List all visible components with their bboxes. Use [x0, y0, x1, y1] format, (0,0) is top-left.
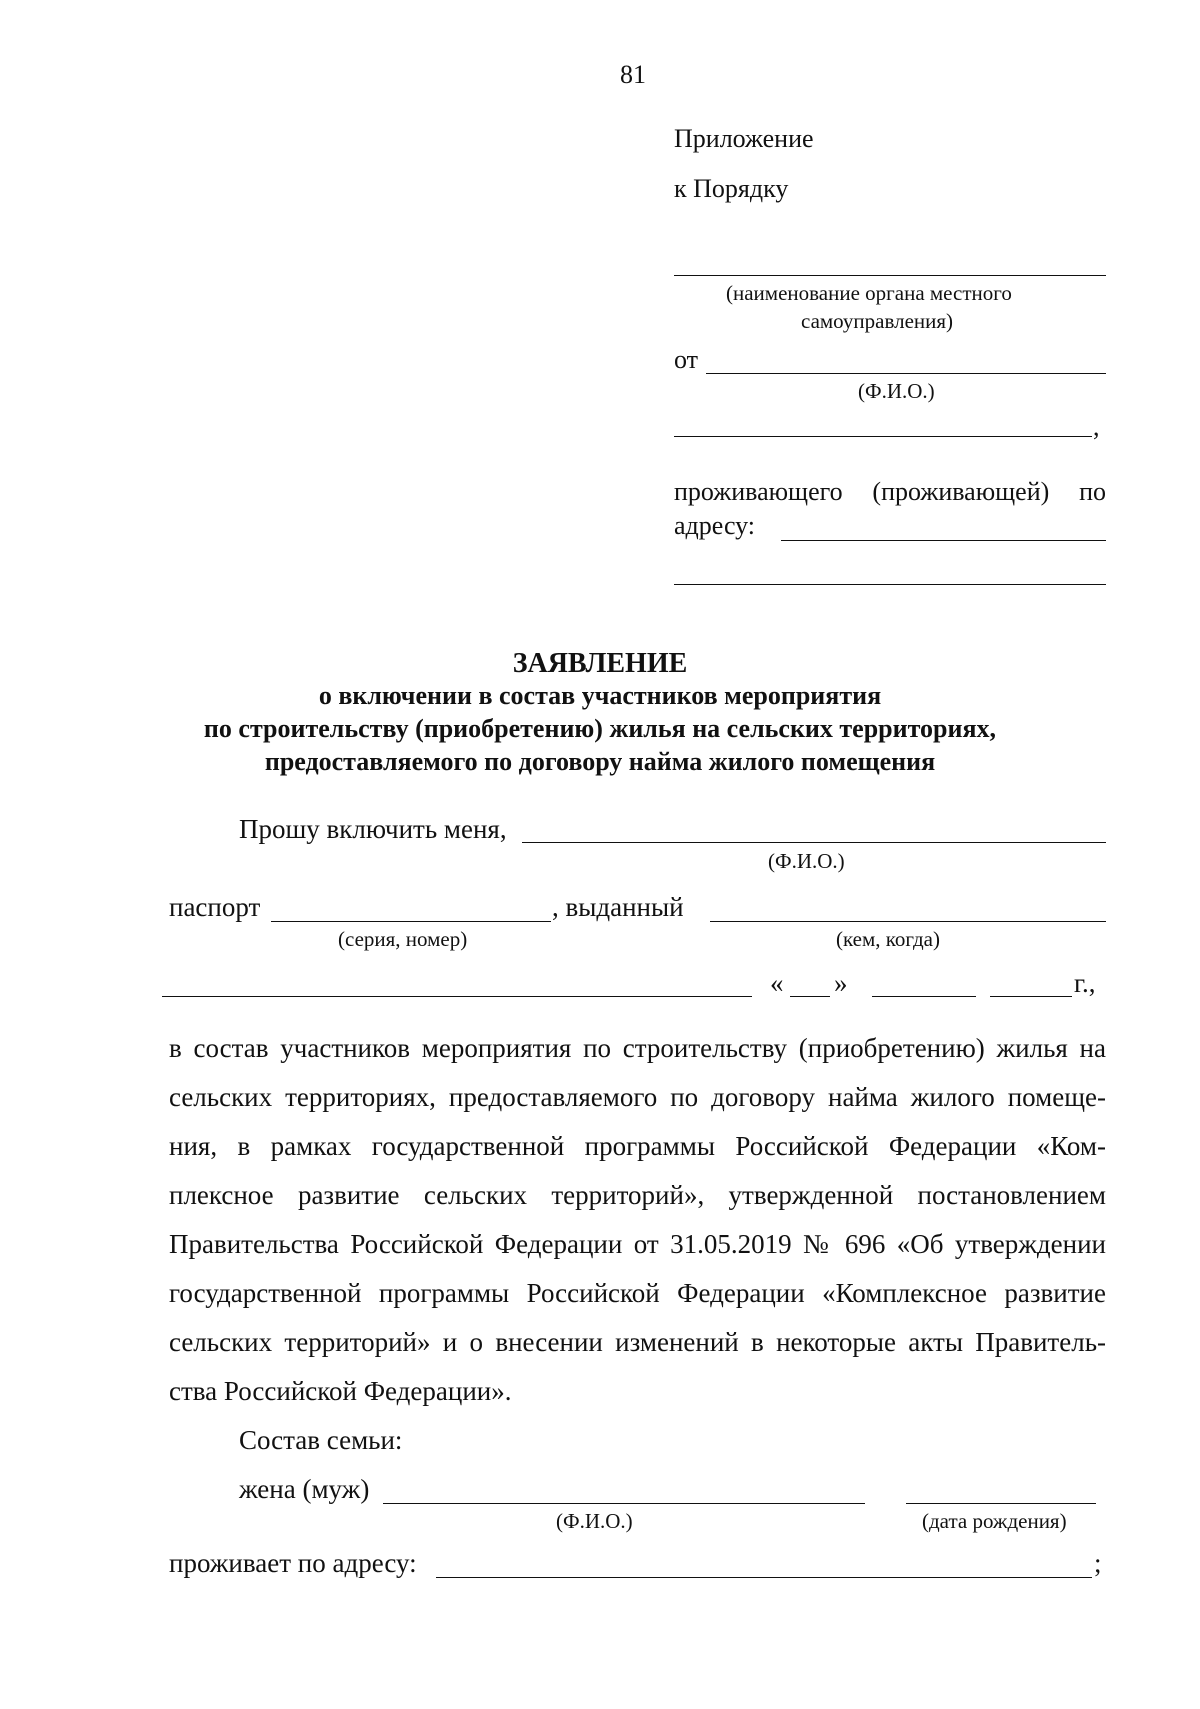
date-quote-open: «	[770, 968, 784, 998]
spouse-name-line	[383, 1503, 865, 1504]
issued-label: , выданный	[552, 892, 684, 922]
spouse-label: жена (муж)	[239, 1474, 370, 1504]
document-subtitle-line1: о включении в состав участников мероприятия	[318, 681, 882, 710]
body-line-8: ства Российской Федерации».	[169, 1376, 512, 1406]
document-subtitle-line3: предоставляемого по договору найма жилого помещения	[264, 747, 936, 776]
spouse-dob-line	[906, 1503, 1096, 1504]
body-line-7: сельских территорий» и о внесении изменений в некоторые акты Правитель-	[169, 1327, 1106, 1357]
passport-series-caption: (серия, номер)	[338, 927, 468, 951]
date-year-line	[990, 996, 1072, 997]
appendix-label: Приложение	[674, 124, 814, 153]
applicant-fio-caption: (Ф.И.О.)	[858, 379, 935, 403]
document-heading: ЗАЯВЛЕНИЕ	[512, 648, 688, 679]
residence-label: проживает по адресу:	[169, 1548, 417, 1578]
page-number: 81	[620, 60, 646, 89]
request-fio-line	[522, 842, 1106, 843]
org-caption-line2: самоуправления)	[801, 309, 954, 333]
passport-label: паспорт	[169, 892, 261, 922]
body-line-1: в состав участников мероприятия по строительству (приобретению) жилья на	[169, 1033, 1106, 1063]
residence-semicolon: ;	[1094, 1548, 1102, 1578]
body-line-5: Правительства Российской Федерации от 31.05.2019 № 696 «Об утверждении	[169, 1229, 1106, 1259]
appendix-order-ref: к Порядку	[674, 174, 789, 203]
address-label: адресу:	[674, 511, 756, 540]
residence-line	[436, 1577, 1092, 1578]
body-line-3: ния, в рамках государственной программы Российской Федерации «Ком-	[169, 1131, 1106, 1161]
date-day-line	[790, 996, 830, 997]
request-fio-caption: (Ф.И.О.)	[768, 849, 845, 873]
spouse-dob-caption: (дата рождения)	[922, 1509, 1067, 1533]
body-line-4: плексное развитие сельских территорий», утвержденной постановлением	[169, 1180, 1106, 1210]
address-line-1	[781, 540, 1106, 541]
applicant-name-line	[706, 373, 1106, 374]
passport-issuer-caption: (кем, когда)	[836, 927, 940, 951]
request-lead: Прошу включить меня,	[239, 814, 507, 844]
passport-issuer-line	[710, 921, 1106, 922]
org-name-line	[674, 275, 1106, 276]
residing-label: проживающего (проживающей) по	[674, 477, 1106, 506]
body-line-2: сельских территориях, предоставляемого по договору найма жилого помеще-	[169, 1082, 1106, 1112]
date-year-suffix: г.,	[1074, 968, 1096, 998]
org-caption-line1: (наименование органа местного	[726, 281, 1012, 305]
date-quote-close: »	[834, 968, 848, 998]
applicant-extra-comma: ,	[1093, 412, 1100, 441]
date-month-line	[872, 996, 976, 997]
passport-number-line	[271, 921, 551, 922]
spouse-fio-caption: (Ф.И.О.)	[556, 1509, 633, 1533]
family-heading: Состав семьи:	[239, 1425, 403, 1455]
address-line-2	[674, 584, 1106, 585]
applicant-extra-line	[674, 436, 1092, 437]
document-subtitle-line2: по строительству (приобретению) жилья на сельских территориях,	[203, 714, 997, 743]
issuer-continued-line	[162, 996, 752, 997]
from-label: от	[674, 345, 699, 374]
body-line-6: государственной программы Российской Федерации «Комплексное развитие	[169, 1278, 1106, 1308]
